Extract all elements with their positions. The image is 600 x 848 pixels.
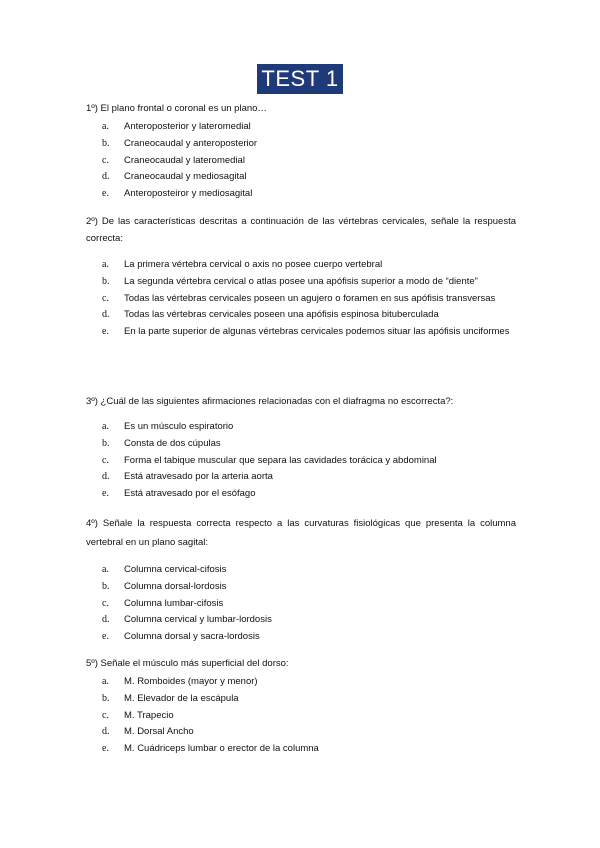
option-letter: c. bbox=[102, 292, 109, 304]
option-letter: e. bbox=[102, 188, 109, 200]
option-text: M. Elevador de la escápula bbox=[124, 692, 239, 704]
question-text: 5º) Señale el músculo más superficial del dorso: bbox=[86, 658, 289, 669]
option-letter: d. bbox=[102, 171, 110, 183]
question-2 bbox=[86, 213, 516, 341]
option-text: Columna cervical y lumbar-lordosis bbox=[124, 614, 272, 626]
question-3 bbox=[86, 393, 516, 503]
option-e bbox=[86, 186, 516, 203]
question-text: 4º) Señale la respuesta correcta respecto a las curvaturas fisiológicas que presenta la columna vertebral en un plano sagital: bbox=[86, 518, 516, 548]
option-c bbox=[86, 708, 516, 725]
options-list bbox=[86, 419, 516, 503]
option-text: Todas las vértebras cervicales poseen un agujero o foramen en sus apófisis transversas bbox=[124, 292, 496, 304]
option-letter: b. bbox=[102, 275, 110, 287]
option-letter: e. bbox=[102, 326, 109, 338]
page-title: TEST 1 bbox=[257, 64, 342, 94]
option-text: Craneocaudal y mediosagital bbox=[124, 171, 247, 183]
option-text: Columna dorsal y sacra-lordosis bbox=[124, 631, 260, 643]
option-letter: c. bbox=[102, 597, 109, 609]
option-a bbox=[86, 419, 516, 436]
question-text: 2º) De las características descritas a continuación de las vértebras cervicales, señale la respuesta correcta: bbox=[86, 216, 516, 244]
option-text: Está atravesado por el esófago bbox=[124, 488, 256, 500]
question-text: 1º) El plano frontal o coronal es un plano… bbox=[86, 103, 267, 114]
option-d bbox=[86, 307, 516, 324]
option-b bbox=[86, 274, 516, 291]
option-text: M. Cuádriceps lumbar o erector de la columna bbox=[124, 743, 319, 755]
option-a bbox=[86, 562, 516, 579]
option-d bbox=[86, 724, 516, 741]
options-list bbox=[86, 674, 516, 758]
option-d bbox=[86, 469, 516, 486]
option-letter: e. bbox=[102, 631, 109, 643]
option-letter: e. bbox=[102, 743, 109, 755]
option-text: La primera vértebra cervical o axis no posee cuerpo vertebral bbox=[124, 259, 383, 270]
option-d bbox=[86, 612, 516, 629]
option-letter: c. bbox=[102, 154, 109, 166]
question-5 bbox=[86, 655, 516, 758]
option-b bbox=[86, 136, 516, 153]
option-e bbox=[86, 324, 516, 341]
option-text: Es un músculo espiratorio bbox=[124, 421, 234, 432]
option-text: Columna lumbar-cifosis bbox=[124, 597, 224, 609]
option-letter: c. bbox=[102, 709, 109, 721]
option-b bbox=[86, 691, 516, 708]
option-text: Anteroposteiror y mediosagital bbox=[124, 188, 253, 200]
options-list bbox=[86, 562, 516, 646]
title-wrapper bbox=[0, 64, 600, 94]
option-text: M. Trapecio bbox=[124, 709, 174, 721]
option-c bbox=[86, 291, 516, 308]
option-d bbox=[86, 169, 516, 186]
option-text: La segunda vértebra cervical o atlas posee una apófisis superior a modo de “diente” bbox=[124, 275, 478, 287]
options-list bbox=[86, 119, 516, 203]
option-b bbox=[86, 579, 516, 596]
option-e bbox=[86, 486, 516, 503]
option-a bbox=[86, 119, 516, 136]
question-text: 3º) ¿Cuál de las siguientes afirmaciones relacionadas con el diafragma no escorrecta?: bbox=[86, 396, 454, 407]
options-list bbox=[86, 257, 516, 341]
option-letter: b. bbox=[102, 692, 110, 704]
option-letter: a. bbox=[102, 421, 109, 432]
option-text: Consta de dos cúpulas bbox=[124, 437, 221, 449]
option-a bbox=[86, 257, 516, 274]
option-letter: b. bbox=[102, 137, 110, 149]
option-c bbox=[86, 153, 516, 170]
option-letter: a. bbox=[102, 121, 109, 132]
option-letter: d. bbox=[102, 471, 110, 483]
option-letter: a. bbox=[102, 676, 109, 687]
option-c bbox=[86, 596, 516, 613]
option-text: M. Romboides (mayor y menor) bbox=[124, 676, 258, 687]
option-e bbox=[86, 629, 516, 646]
question-1 bbox=[86, 100, 516, 203]
option-text: Todas las vértebras cervicales poseen una apófisis espinosa bituberculada bbox=[124, 309, 439, 321]
option-text: En la parte superior de algunas vértebras cervicales podemos situar las apófisis unciformes bbox=[124, 326, 510, 338]
option-text: Craneocaudal y lateromedial bbox=[124, 154, 245, 166]
option-text: Columna dorsal-lordosis bbox=[124, 580, 227, 592]
option-letter: d. bbox=[102, 309, 110, 321]
option-letter: b. bbox=[102, 437, 110, 449]
option-letter: d. bbox=[102, 614, 110, 626]
option-text: M. Dorsal Ancho bbox=[124, 726, 194, 738]
option-letter: c. bbox=[102, 454, 109, 466]
option-e bbox=[86, 741, 516, 758]
option-text: Columna cervical-cifosis bbox=[124, 564, 227, 575]
option-b bbox=[86, 436, 516, 453]
option-text: Está atravesado por la arteria aorta bbox=[124, 471, 273, 483]
option-letter: d. bbox=[102, 726, 110, 738]
option-text: Forma el tabique muscular que separa las cavidades torácica y abdominal bbox=[124, 454, 437, 466]
option-c bbox=[86, 453, 516, 470]
option-letter: e. bbox=[102, 488, 109, 500]
option-letter: a. bbox=[102, 259, 109, 270]
option-letter: a. bbox=[102, 564, 109, 575]
option-a bbox=[86, 674, 516, 691]
option-text: Anteroposterior y lateromedial bbox=[124, 121, 251, 132]
question-4 bbox=[86, 514, 516, 646]
option-letter: b. bbox=[102, 580, 110, 592]
option-text: Craneocaudal y anteroposterior bbox=[124, 137, 258, 149]
